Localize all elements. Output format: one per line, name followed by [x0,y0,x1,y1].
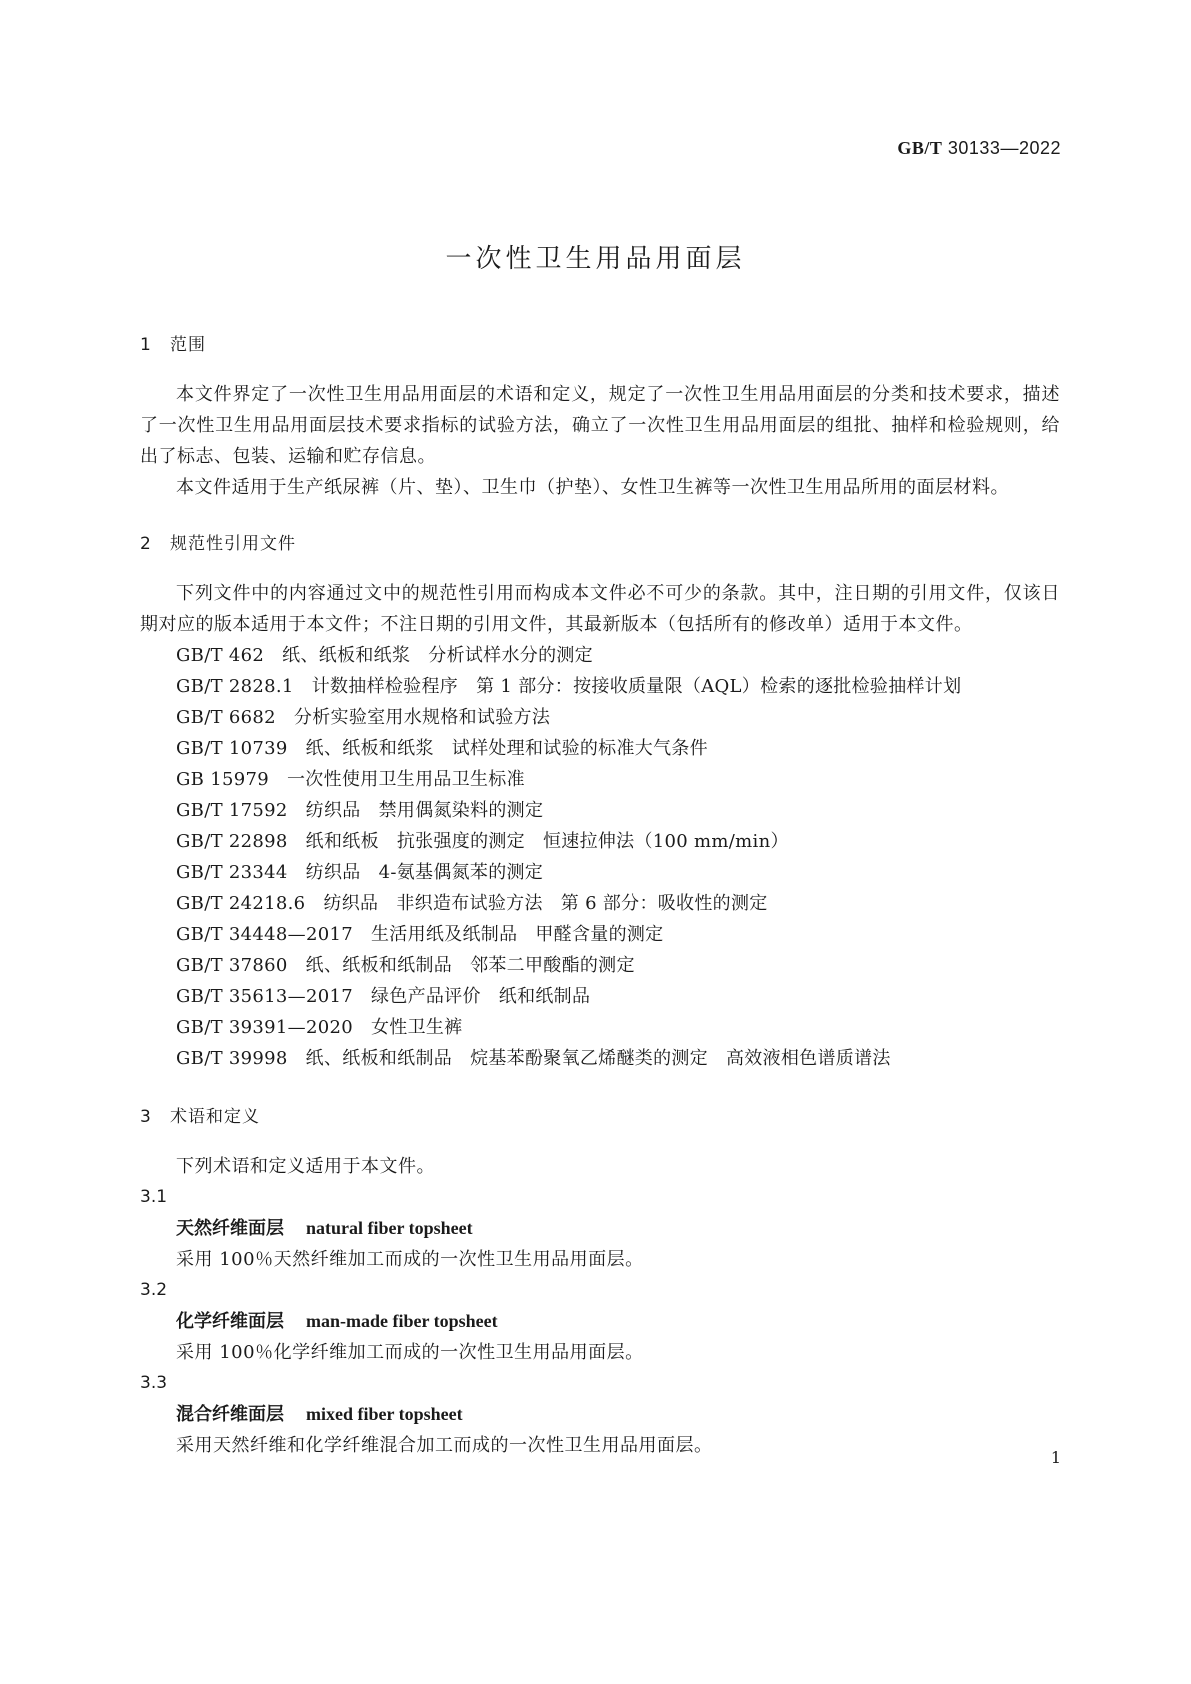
reference-title-part: 4-氨基偶氮苯的测定 [378,862,544,883]
standard-number: 30133—2022 [947,138,1061,158]
term-number: 3.2 [140,1280,168,1300]
standard-prefix: GB/T [897,138,943,158]
term-name-en: natural fiber topsheet [306,1218,473,1238]
reference-item [140,857,1060,888]
reference-code: GB/T 24218.6 [176,893,306,914]
reference-code: GB/T 22898 [176,831,288,852]
reference-code: GB/T 23344 [176,862,288,883]
reference-title-part: 纸、纸板和纸浆 [282,645,411,666]
section-heading-terms [140,1102,1060,1127]
page-number: 1 [1050,1448,1061,1467]
paragraph: 下列术语和定义适用于本文件。 [176,1156,435,1177]
reference-item [140,826,1060,857]
term-list [140,1182,1060,1461]
reference-title-part: 第 1 部分：按接收质量限（AQL）检索的逐批检验抽样计划 [476,676,962,697]
reference-item [140,981,1060,1012]
term-number: 3.3 [140,1373,168,1393]
term-name [140,1213,1060,1244]
reference-title-part: 烷基苯酚聚氧乙烯醚类的测定 [470,1048,708,1069]
reference-title-part: 纺织品 [323,893,379,914]
reference-title-part: 纸、纸板和纸制品 [305,1048,453,1069]
reference-title-part: 分析实验室用水规格和试验方法 [293,707,551,728]
reference-item [140,950,1060,981]
document-identifier [897,138,1061,159]
reference-title-part: 第 6 部分：吸收性的测定 [560,893,768,914]
term-name [140,1399,1060,1430]
reference-item [140,640,1060,671]
document-title: 一次性卫生用品用面层 [445,244,746,274]
reference-code: GB/T 34448—2017 [176,924,353,945]
reference-code: GB 15979 [176,769,269,790]
reference-code: GB/T 6682 [176,707,276,728]
reference-title-part: 绿色产品评价 [370,986,481,1007]
term-definition: 采用 100％化学纤维加工而成的一次性卫生用品用面层。 [176,1342,644,1363]
term-name [140,1306,1060,1337]
reference-title-part: 女性卫生裤 [370,1017,463,1038]
term-name-zh: 天然纤维面层 [176,1218,284,1239]
reference-code: GB/T 17592 [176,800,288,821]
reference-item [140,888,1060,919]
reference-item [140,764,1060,795]
reference-item [140,702,1060,733]
reference-code: GB/T 37860 [176,955,288,976]
reference-title-part: 抗张强度的测定 [396,831,525,852]
paragraph: 本文件适用于生产纸尿裤（片、垫）、卫生巾（护垫）、女性卫生裤等一次性卫生用品所用的面层材料。 [176,477,1009,498]
section-number: 2 [140,534,152,554]
reference-title-part: 高效液相色谱质谱法 [725,1048,891,1069]
reference-title-part: 试样处理和试验的标准大气条件 [451,738,708,759]
term-name-en: mixed fiber topsheet [306,1404,463,1424]
section-title: 术语和定义 [170,1107,260,1127]
reference-title-part: 禁用偶氮染料的测定 [378,800,544,821]
reference-code: GB/T 10739 [176,738,288,759]
reference-item [140,733,1060,764]
section-title: 规范性引用文件 [170,534,296,554]
reference-code: GB/T 2828.1 [176,676,294,697]
term-name-en: man-made fiber topsheet [306,1311,498,1331]
term-name-zh: 混合纤维面层 [176,1404,284,1425]
term-definition: 采用天然纤维和化学纤维混合加工而成的一次性卫生用品用面层。 [176,1435,713,1456]
reference-title-part: 恒速拉伸法（100 mm/min） [542,831,789,852]
reference-item [140,919,1060,950]
section-number: 3 [140,1107,152,1127]
reference-item [140,1012,1060,1043]
reference-item [140,1043,1060,1074]
reference-code: GB/T 39391—2020 [176,1017,353,1038]
term-definition: 采用 100％天然纤维加工而成的一次性卫生用品用面层。 [176,1249,644,1270]
reference-item [140,671,1060,702]
reference-title-part: 计数抽样检验程序 [311,676,459,697]
reference-title-part: 非织造布试验方法 [396,893,543,914]
reference-title-part: 甲醛含量的测定 [535,924,664,945]
reference-list [140,640,1060,1074]
reference-code: GB/T 462 [176,645,265,666]
section-heading-normative-references [140,529,1060,554]
section-heading-scope [140,330,1060,355]
paragraph: 本文件界定了一次性卫生用品用面层的术语和定义，规定了一次性卫生用品用面层的分类和技术要求，描述了一次性卫生用品用面层技术要求指标的试验方法，确立了一次性卫生用品用面层的组批、抽样和检验规则，给出了标志、包装、运输和贮存信息。 [140,384,1060,467]
reference-title-part: 纸、纸板和纸制品 [305,955,453,976]
reference-title-part: 邻苯二甲酸酯的测定 [470,955,635,976]
reference-title-part: 分析试样水分的测定 [428,645,593,666]
reference-title-part: 纺织品 [305,800,361,821]
reference-title-part: 纸和纸制品 [498,986,591,1007]
document-body [140,330,1060,1461]
reference-title-part: 一次性使用卫生用品卫生标准 [287,769,525,790]
paragraph: 下列文件中的内容通过文中的规范性引用而构成本文件必不可少的条款。其中，注日期的引用文件，仅该日期对应的版本适用于本文件；不注日期的引用文件，其最新版本（包括所有的修改单）适用于本文件。 [140,583,1060,635]
reference-title-part: 纸、纸板和纸浆 [305,738,434,759]
section-title: 范围 [170,335,206,355]
term-name-zh: 化学纤维面层 [176,1311,284,1332]
reference-title-part: 纸和纸板 [305,831,379,852]
reference-code: GB/T 39998 [176,1048,288,1069]
section-number: 1 [140,335,152,355]
term-number: 3.1 [140,1187,168,1207]
reference-title-part: 生活用纸及纸制品 [370,924,518,945]
reference-title-part: 纺织品 [305,862,361,883]
reference-item [140,795,1060,826]
reference-code: GB/T 35613—2017 [176,986,353,1007]
